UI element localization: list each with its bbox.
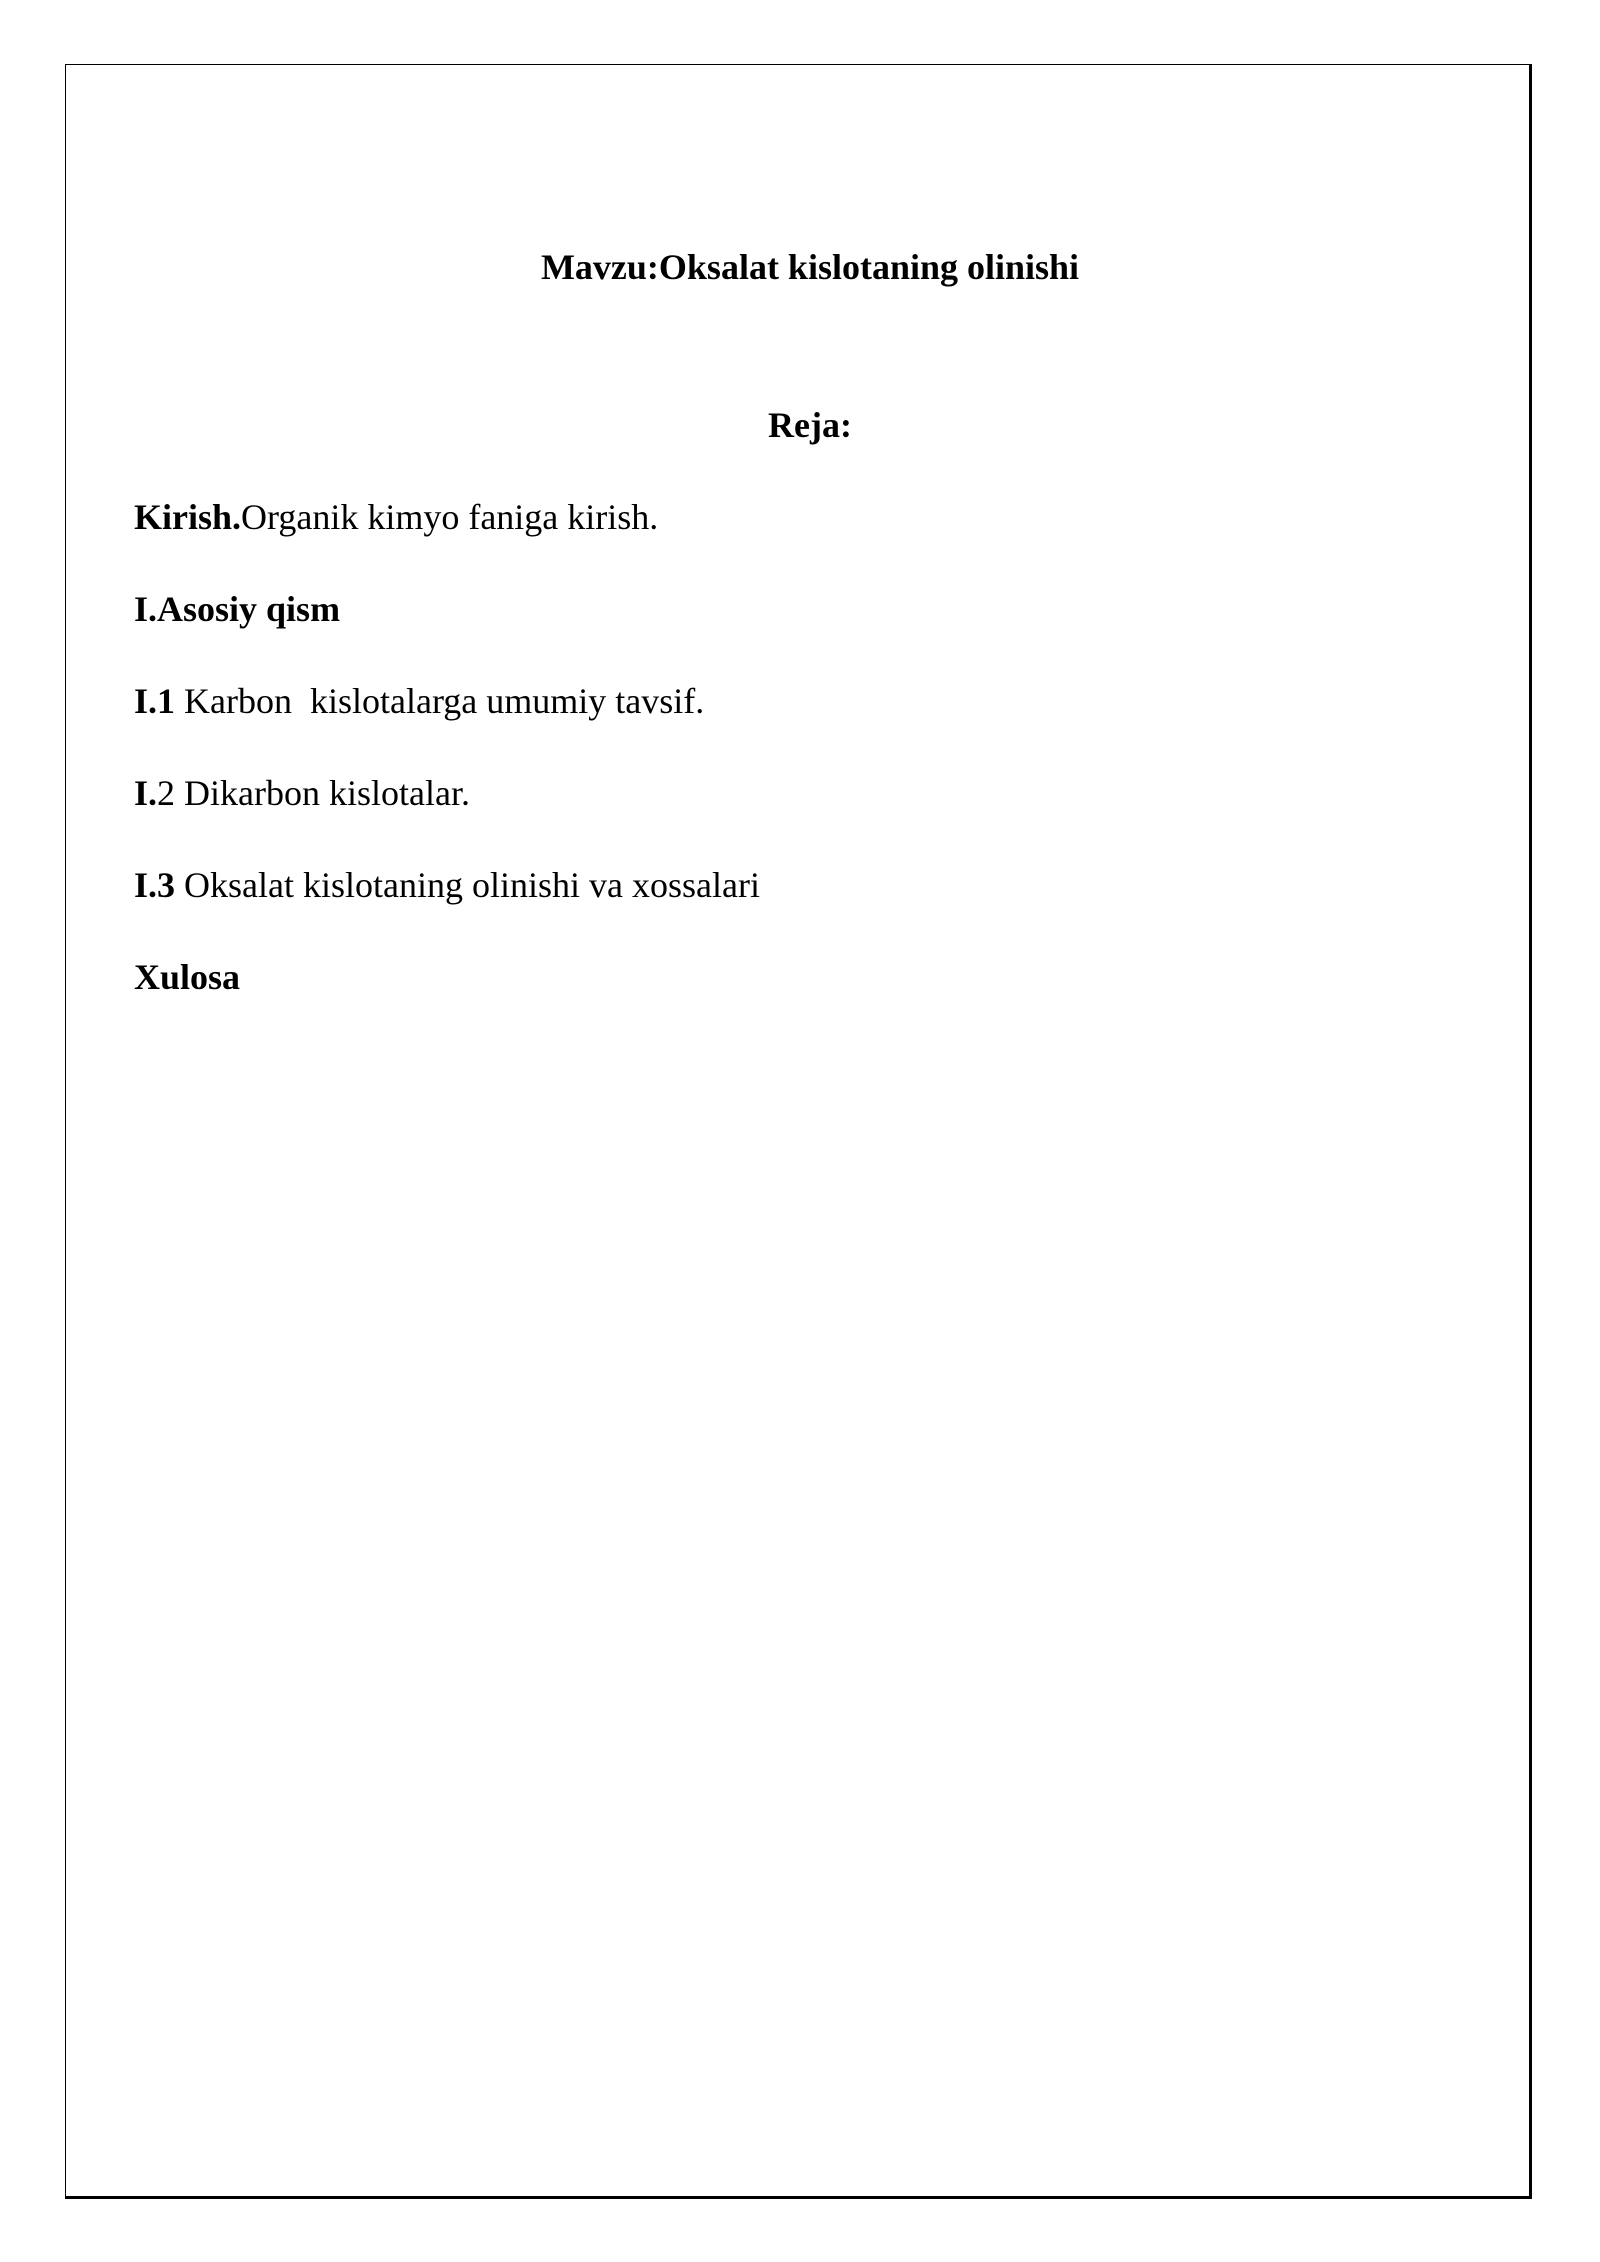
- document-title: Mavzu:Oksalat kislotaning olinishi: [540, 247, 1080, 287]
- plan-item-1-1: [134, 674, 704, 728]
- plan-item-conclusion: [134, 950, 240, 1004]
- plan-item-prefix: Kirish.: [134, 497, 242, 537]
- plan-heading: Reja:: [768, 405, 852, 445]
- plan-item-prefix: I.Asosiy qism: [134, 589, 341, 629]
- plan-item-prefix: I.: [134, 773, 158, 813]
- plan-item-introduction: [134, 490, 658, 544]
- plan-item-main-part: [134, 582, 340, 636]
- plan-item-text: Organik kimyo faniga kirish.: [241, 497, 659, 537]
- plan-item-text: 2 Dikarbon kislotalar.: [157, 773, 470, 813]
- plan-item-text: Karbon kislotalarga umumiy tavsif.: [175, 681, 705, 721]
- plan-item-prefix: I.3: [134, 865, 176, 905]
- plan-item-text: Oksalat kislotaning olinishi va xossalari: [175, 865, 760, 905]
- plan-item-prefix: I.1: [134, 681, 176, 721]
- page-border: [65, 64, 1532, 2199]
- plan-item-1-2: [134, 766, 470, 820]
- plan-item-prefix: Xulosa: [134, 957, 241, 997]
- plan-item-1-3: [134, 858, 760, 912]
